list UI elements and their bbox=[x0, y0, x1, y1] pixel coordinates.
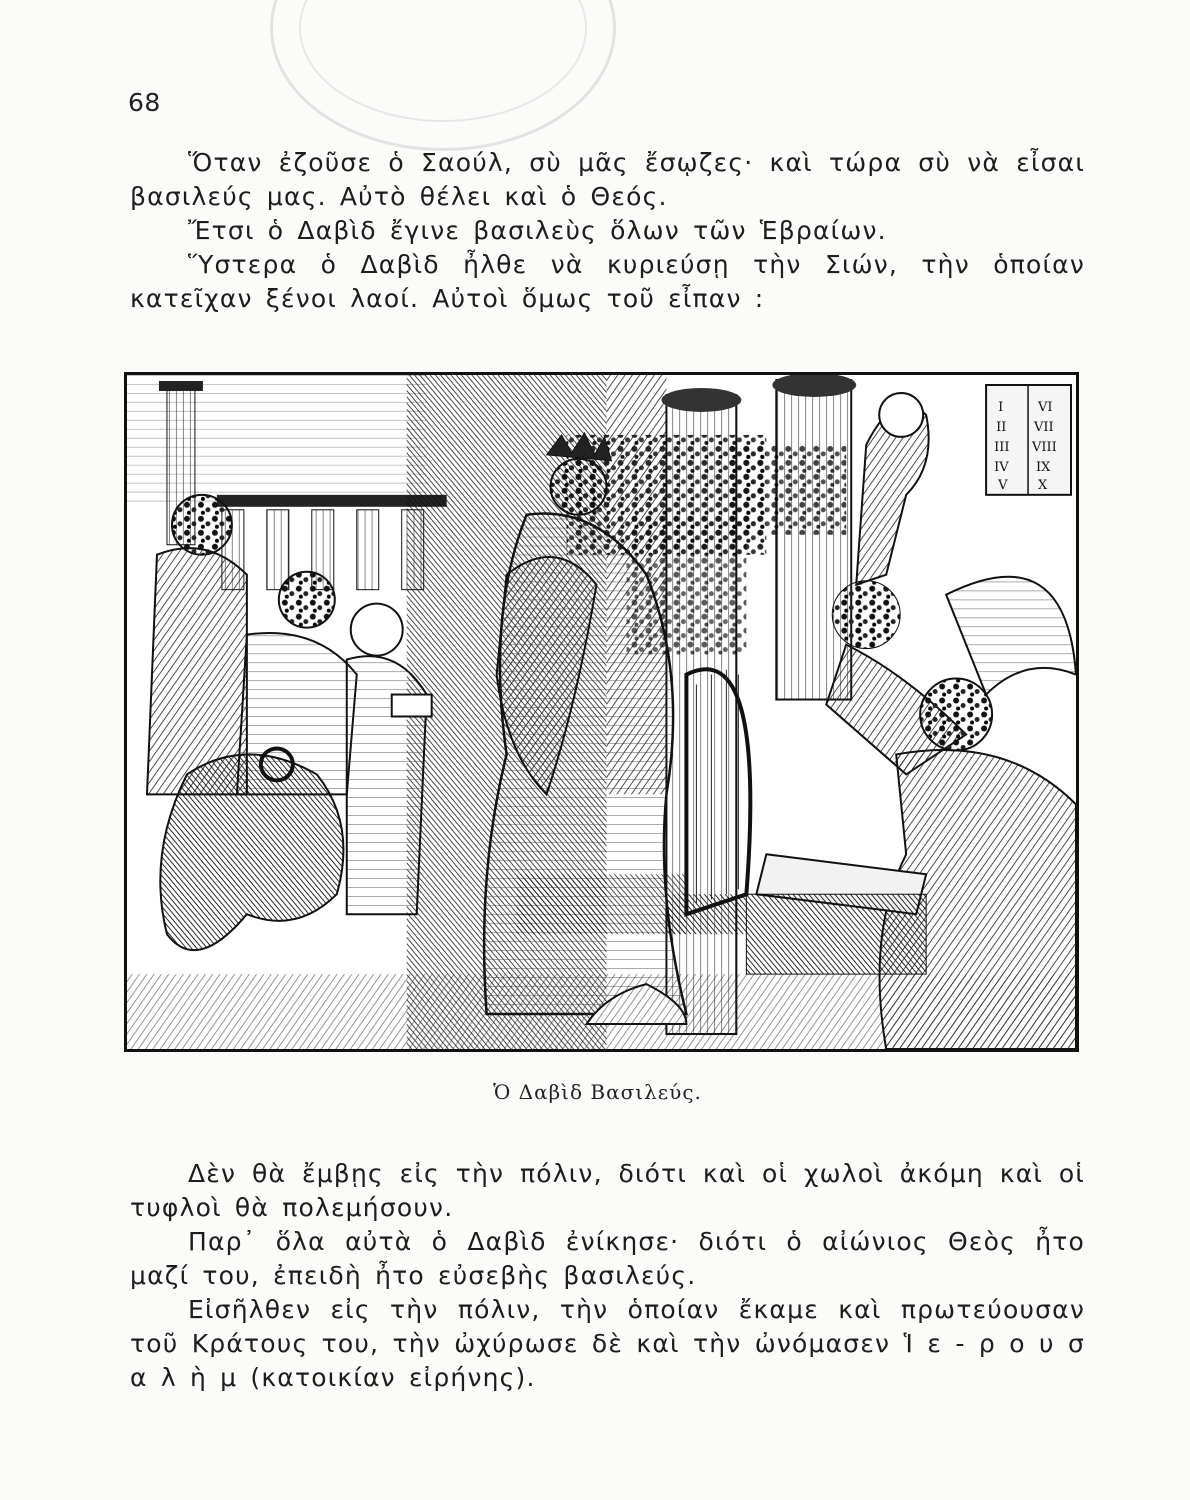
tablet-numeral: VI bbox=[1038, 399, 1053, 415]
paragraph: Παρ᾽ ὅλα αὐτὰ ὁ Δαβὶδ ἐνίκησε· διότι ὁ αἰώνιος Θεὸς ἦτο μαζί του, ἐπειδὴ ἦτο εὐσεβὴς βασιλεύς. bbox=[130, 1227, 1085, 1290]
king-david-engraving bbox=[127, 375, 1076, 1049]
top-text-block bbox=[130, 146, 1085, 316]
tablet-numeral: X bbox=[1038, 477, 1048, 493]
engraving-illustration bbox=[124, 372, 1079, 1052]
paragraph: Ὅταν ἐζοῦσε ὁ Σαούλ, σὺ μᾶς ἔσῳζες· καὶ τώρα σὺ νὰ εἶσαι βασιλεύς μας. Αὐτὸ θέλει καὶ ὁ Θεός. bbox=[130, 148, 1085, 211]
paragraph: Ὕστερα ὁ Δαβὶδ ἦλθε νὰ κυριεύσῃ τὴν Σιών, τὴν ὁποίαν κατεῖχαν ξένοι λαοί. Αὐτοὶ ὅμως τοῦ εἶπαν : bbox=[130, 250, 1085, 313]
paragraph: Ἔτσι ὁ Δαβὶδ ἔγινε βασιλεὺς ὅλων τῶν Ἑβραίων. bbox=[188, 216, 887, 245]
tablet-numeral: II bbox=[996, 419, 1007, 435]
tablet-numeral: I bbox=[998, 399, 1004, 415]
tablet-numeral: III bbox=[994, 439, 1010, 455]
tablet-numeral: VIII bbox=[1032, 439, 1057, 455]
bottom-text-block bbox=[130, 1157, 1085, 1395]
figure-caption: Ὁ Δαβὶδ Βασιλεύς. bbox=[493, 1080, 702, 1104]
tablet-numeral: IV bbox=[994, 459, 1009, 475]
page-number: 68 bbox=[128, 88, 161, 117]
tablet-numeral: VII bbox=[1034, 419, 1054, 435]
tablet-numeral: IX bbox=[1036, 459, 1051, 475]
paragraph: Εἰσῆλθεν εἰς τὴν πόλιν, τὴν ὁποίαν ἔκαμε καὶ πρωτεύουσαν τοῦ Κράτους του, τὴν ὠχύρωσε δὲ καὶ τὴν ὠνόμασεν Ἱ ε - ρ ο υ σ α λ ὴ μ (κατοικίαν εἰρήνης). bbox=[130, 1295, 1085, 1392]
tablet-numeral: V bbox=[998, 477, 1008, 493]
library-stamp bbox=[270, 0, 616, 151]
paragraph: Δὲν θὰ ἔμβῃς εἰς τὴν πόλιν, διότι καὶ οἱ χωλοὶ ἀκόμη καὶ οἱ τυφλοὶ θὰ πολεμήσουν. bbox=[130, 1159, 1085, 1222]
